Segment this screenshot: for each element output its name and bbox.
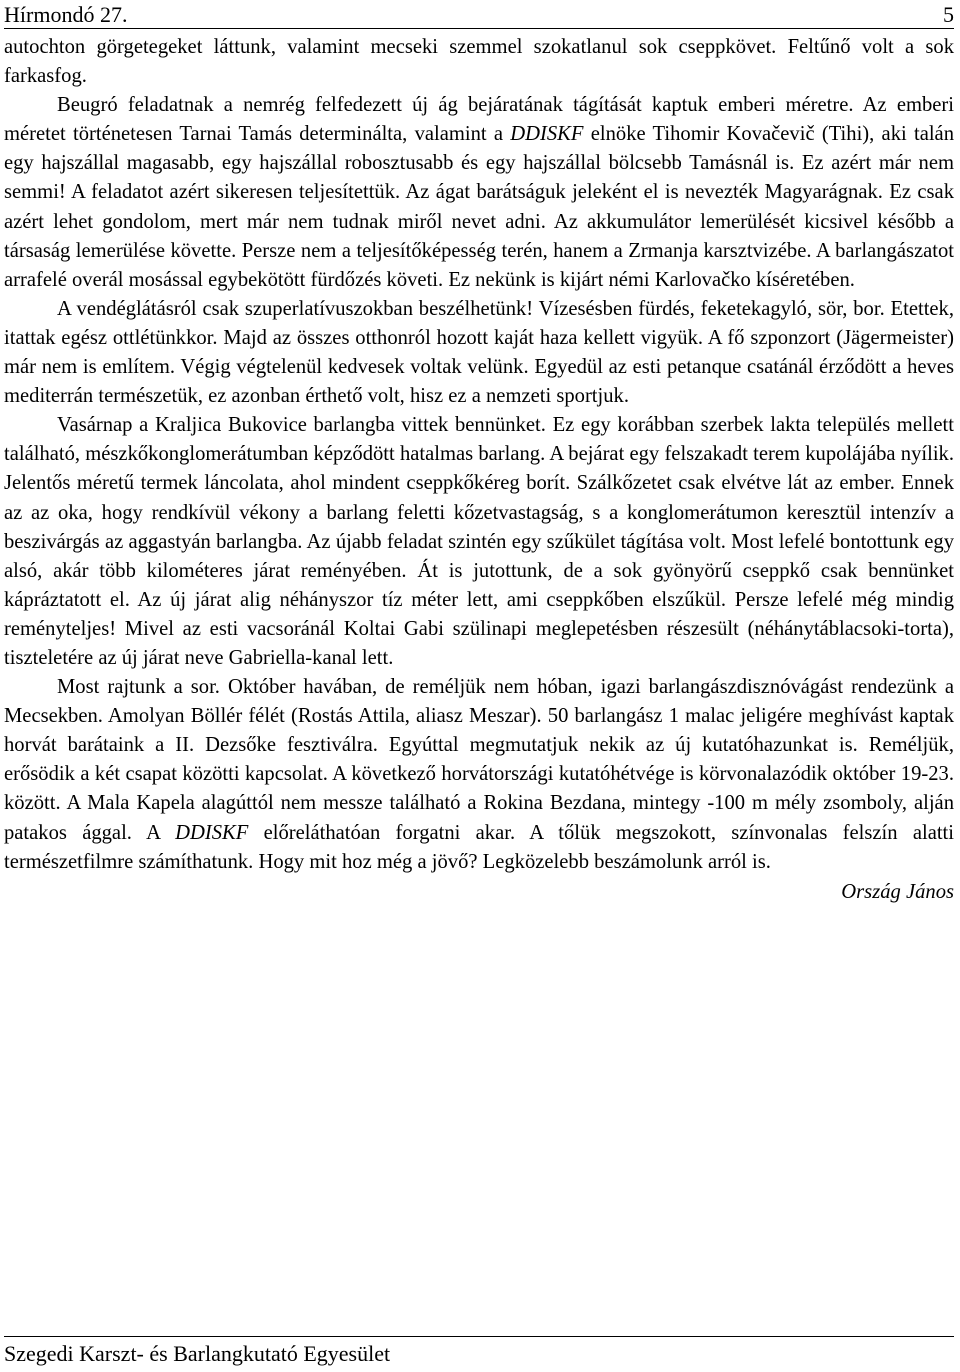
footer-text: Szegedi Karszt- és Barlangkutató Egyesület [4, 1341, 391, 1366]
article-body [4, 33, 954, 907]
page-number: 5 [943, 2, 954, 27]
paragraph-4 [4, 411, 954, 673]
page-header [4, 4, 954, 29]
paragraph-5 [4, 673, 954, 877]
paragraph-text: előreláthatóan forgatni akar. A tőlük megszokott, színvonalas felszín alatti természetfilmre számíthatunk. Hogy mit hoz még a jövő? Legközelebb beszámolunk arról is. [4, 821, 955, 873]
paragraph-text: A vendéglátásról csak szuperlatívuszokban beszélhetünk! Vízesésben fürdés, feketekagyló, sör, bor. Etettek, itattak egész ottlétünkkor. Majd az összes otthonról hozott kaját haza kellett vigyük. A fő szponzort (Jägermeister) már nem is említem. Végig végtelenül kedvesek voltak velünk. Egyedül az esti petanque csatánál érződött a heves mediterrán természetük, ez azonban érthető volt, hisz ez a nemzeti sportjuk. [4, 297, 954, 408]
author-signature: Ország János [841, 880, 954, 903]
paragraph-text: Beugró feladatnak a nemrég felfedezett új ág bejáratának tágítását kaptuk emberi méretre. Az emberi méretet történetesen Tarnai Tamás determinálta, valamint a [4, 94, 954, 146]
page-footer [4, 1336, 954, 1371]
paragraph-text: elnöke Tihomir Kovačevič (Tihi), aki talán egy hajszállal magasabb, egy hajszállal robosztusabb és egy hajszállal bölcsebb Tamásnál is. Ez azért már nem semmi! A feladatot azért sikeresen teljesítettük. Az ágat barátságuk jeleként el is nevezték Magyarágnak. Ez csak azért lehet gondolom, mert már nem tudnak miről nevet adni. Az akkumulátor lemerülését kicsivel később a társaság lemerülése követte. Persze nem a teljesítőképesség terén, hanem a Zrmanja karsztvizébe. A barlangászatot arrafelé overál mosással egybekötött fürdőzés követi. Ez nekünk is kijárt némi Karlovačko kíséretében. [4, 123, 954, 291]
paragraph-text: autochton görgetegeket láttunk, valamint mecseki szemmel szokatlanul sok cseppkövet. Feltűnő volt a sok farkasfog. [4, 36, 954, 88]
paragraph-text: Vasárnap a Kraljica Bukovice barlangba vittek bennünket. Ez egy korábban szerbek lakta település mellett található, mészkőkonglomerátumban képződött hatalmas barlang. A bejárat egy felszakadt terem kupolájába nyílik. Jelentős méretű termek láncolata, ahol mindent cseppkőkéreg borít. Szálkőzetet csak elvétve lát az ember. Ennek az az oka, hogy rendkívül vékony a barlang feletti kőzetvastagság, s a konglomerátumon keresztül intenzív a beszivárgás az aggastyán barlangba. Az újabb feladat szintén egy szűkület tágítása volt. Most lefelé bontottunk egy alsó, akár több kilométeres járat reményében. Át is jutottunk, de a sok gyönyörű cseppkő csak bennünket kápráztatott el. Az új járat alig néhányszor tíz méter lett, ami cseppkőben elszűkül. Persze lefelé még mindig reményteljes! Mivel az esti vacsoránál Koltai Gabi szülinapi meglepetésben részesült (néhánytáblacsoki-torta), tiszteletére az új járat neve Gabriella-kanal lett. [4, 414, 954, 669]
org-name: DDISKF [175, 821, 249, 844]
paragraph-3 [4, 295, 954, 411]
paragraph-1 [4, 33, 954, 91]
paragraph-2 [4, 91, 954, 295]
publication-title: Hírmondó 27. [4, 2, 128, 27]
org-name: DDISKF [510, 123, 584, 146]
paragraph-text: Most rajtunk a sor. Október havában, de reméljük nem hóban, igazi barlangászdisznóvágást rendezünk a Mecsekben. Amolyan Böllér félét (Rostás Attila, aliasz Meszar). 50 barlangász 1 malac jeligére meghívást kaptak horvát barátaink a II. Dezsőke fesztiválra. Egyúttal megmutatjuk nekik az új kutatóhazunkat is. Reméljük, erősödik a két csapat közötti kapcsolat. A következő horvátországi kutatóhétvége is körvonalazódik október 19-23. között. A Mala Kapela alagúttól nem messze található a Rokina Bezdana, mintegy -100 m mély zsomboly, alján patakos ággal. A [4, 676, 954, 844]
